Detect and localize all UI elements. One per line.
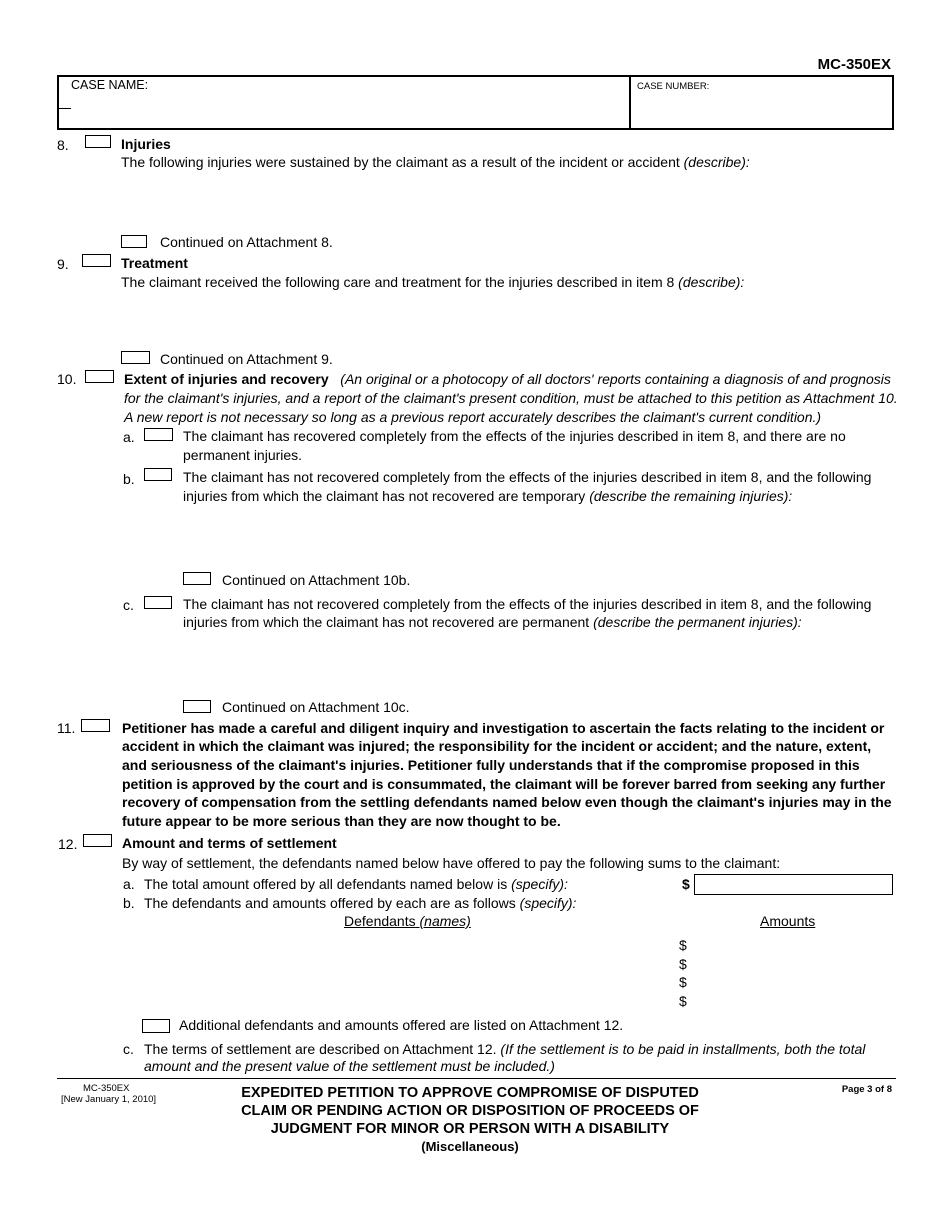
item-12-additional-label: Additional defendants and amounts offered are listed on Attachment 12. bbox=[179, 1017, 624, 1033]
item-10-checkbox[interactable] bbox=[85, 370, 114, 383]
item-11-line: future appear to be more serious than they are now thought to be. bbox=[122, 813, 561, 829]
item-10-number: 10. bbox=[57, 371, 77, 387]
item-10c-label: c. bbox=[123, 597, 134, 613]
case-number-label: CASE NUMBER: bbox=[637, 81, 710, 92]
item-8-text: The following injuries were sustained by the claimant as a result of the incident or accident (describe): bbox=[121, 154, 750, 170]
item-9-continued-label: Continued on Attachment 9. bbox=[160, 351, 333, 367]
case-name-label: CASE NAME: bbox=[71, 78, 149, 92]
item-10b-continued-label: Continued on Attachment 10b. bbox=[222, 572, 411, 588]
total-amount-dollar: $ bbox=[682, 876, 690, 892]
form-code: MC-350EX bbox=[817, 56, 891, 73]
footer-title-line: JUDGMENT FOR MINOR OR PERSON WITH A DISABILITY bbox=[270, 1121, 670, 1137]
footer-title bbox=[200, 1084, 740, 1156]
total-amount-field[interactable] bbox=[694, 874, 893, 895]
item-8-number: 8. bbox=[57, 137, 69, 153]
amount-row-dollar: $ bbox=[679, 993, 687, 1009]
item-10-heading: Extent of injuries and recovery (An original or a photocopy of all doctors' reports containing a diagnosis of and prognosis bbox=[124, 371, 891, 387]
item-11-line: accident in which the claimant was injured; the responsibility for the incident or accident; and the nature, extent, bbox=[122, 738, 872, 754]
item-12c-hint-line2: amount and the present value of the settlement must be included.) bbox=[144, 1058, 555, 1074]
item-12a-text: The total amount offered by all defendants named below is (specify): bbox=[144, 876, 568, 892]
item-10c-line1: The claimant has not recovered completely from the effects of the injuries described in item 8, and the following bbox=[183, 596, 872, 612]
item-8-continued-checkbox[interactable] bbox=[121, 235, 147, 248]
defendants-column-header: Defendants (names) bbox=[344, 913, 471, 929]
item-12c-text: The terms of settlement are described on Attachment 12. (If the settlement is to be paid in installments, both the total bbox=[144, 1041, 866, 1057]
item-10a-checkbox[interactable] bbox=[144, 428, 173, 441]
item-10c-continued-checkbox[interactable] bbox=[183, 700, 211, 713]
item-12-number: 12. bbox=[58, 836, 78, 852]
item-10a-line2: permanent injuries. bbox=[183, 447, 303, 463]
item-11-number: 11. bbox=[57, 720, 76, 736]
amount-row-dollar: $ bbox=[679, 974, 687, 990]
item-10-note-line2: for the claimant's injuries, and a report of the claimant's present condition, must be attached to this petition as Attachment 10. bbox=[124, 390, 898, 406]
item-10b-continued-checkbox[interactable] bbox=[183, 572, 211, 585]
page-number: Page 3 of 8 bbox=[841, 1084, 892, 1095]
item-10c-line2: injuries from which the claimant has not recovered are permanent (describe the permanent injuries): bbox=[183, 614, 802, 630]
item-11-line: Petitioner has made a careful and diligent inquiry and investigation to ascertain the facts relating to the incident or bbox=[122, 720, 885, 736]
item-8-continued-label: Continued on Attachment 8. bbox=[160, 234, 333, 250]
item-9-text: The claimant received the following care and treatment for the injuries described in item 8 (describe): bbox=[121, 274, 745, 290]
item-12b-text: The defendants and amounts offered by each are as follows (specify): bbox=[144, 895, 577, 911]
item-10b-checkbox[interactable] bbox=[144, 468, 172, 481]
item-10a-label: a. bbox=[123, 429, 135, 445]
header-divider bbox=[629, 77, 631, 128]
item-9-continued-checkbox[interactable] bbox=[121, 351, 150, 364]
footer-title-line: EXPEDITED PETITION TO APPROVE COMPROMISE OF DISPUTED bbox=[241, 1085, 699, 1101]
case-header-box bbox=[57, 75, 894, 130]
item-8-title: Injuries bbox=[121, 136, 171, 152]
item-12-intro: By way of settlement, the defendants named below have offered to pay the following sums to the claimant: bbox=[122, 855, 781, 871]
amount-row-dollar: $ bbox=[679, 937, 687, 953]
item-9-number: 9. bbox=[57, 256, 69, 272]
item-12a-label: a. bbox=[123, 876, 135, 892]
footer-rule bbox=[57, 1078, 896, 1079]
footer-subtitle: (Miscellaneous) bbox=[421, 1139, 519, 1154]
footer-form-code: MC-350EX bbox=[83, 1083, 130, 1094]
item-12-title: Amount and terms of settlement bbox=[122, 835, 337, 851]
case-name-field[interactable] bbox=[59, 108, 71, 109]
item-12-additional-checkbox[interactable] bbox=[142, 1019, 170, 1033]
item-11-line: recovery of compensation from the settling defendants named below even though the claimant's injuries may in the bbox=[122, 794, 892, 810]
item-10-note-line3: A new report is not necessary so long as a previous report accurately describes the claimant's current condition.) bbox=[124, 409, 822, 425]
item-8-checkbox[interactable] bbox=[85, 135, 111, 148]
item-10b-line1: The claimant has not recovered completely from the effects of the injuries described in item 8, and the following bbox=[183, 469, 872, 485]
item-10c-checkbox[interactable] bbox=[144, 596, 172, 609]
item-11-line: and seriousness of the claimant's injuries. Petitioner fully understands that if the compromise proposed in this bbox=[122, 757, 860, 773]
item-10b-line2: injuries from which the claimant has not recovered are temporary (describe the remaining injuries): bbox=[183, 488, 793, 504]
item-12c-label: c. bbox=[123, 1041, 134, 1057]
footer-revision: [New January 1, 2010] bbox=[61, 1094, 157, 1105]
item-9-checkbox[interactable] bbox=[82, 254, 111, 267]
amounts-column-header: Amounts bbox=[760, 913, 816, 929]
item-11-checkbox[interactable] bbox=[81, 719, 110, 732]
item-11-line: petition is approved by the court and is consummated, the claimant will be forever barred from seeking any further bbox=[122, 776, 886, 792]
item-12-checkbox[interactable] bbox=[83, 834, 112, 847]
item-10b-label: b. bbox=[123, 471, 135, 487]
item-10a-line1: The claimant has recovered completely from the effects of the injuries described in item 8, and there are no bbox=[183, 428, 846, 444]
item-12b-label: b. bbox=[123, 895, 135, 911]
amount-row-dollar: $ bbox=[679, 956, 687, 972]
footer-title-line: CLAIM OR PENDING ACTION OR DISPOSITION OF PROCEEDS OF bbox=[241, 1103, 699, 1119]
item-9-title: Treatment bbox=[121, 255, 188, 271]
item-10c-continued-label: Continued on Attachment 10c. bbox=[222, 699, 410, 715]
